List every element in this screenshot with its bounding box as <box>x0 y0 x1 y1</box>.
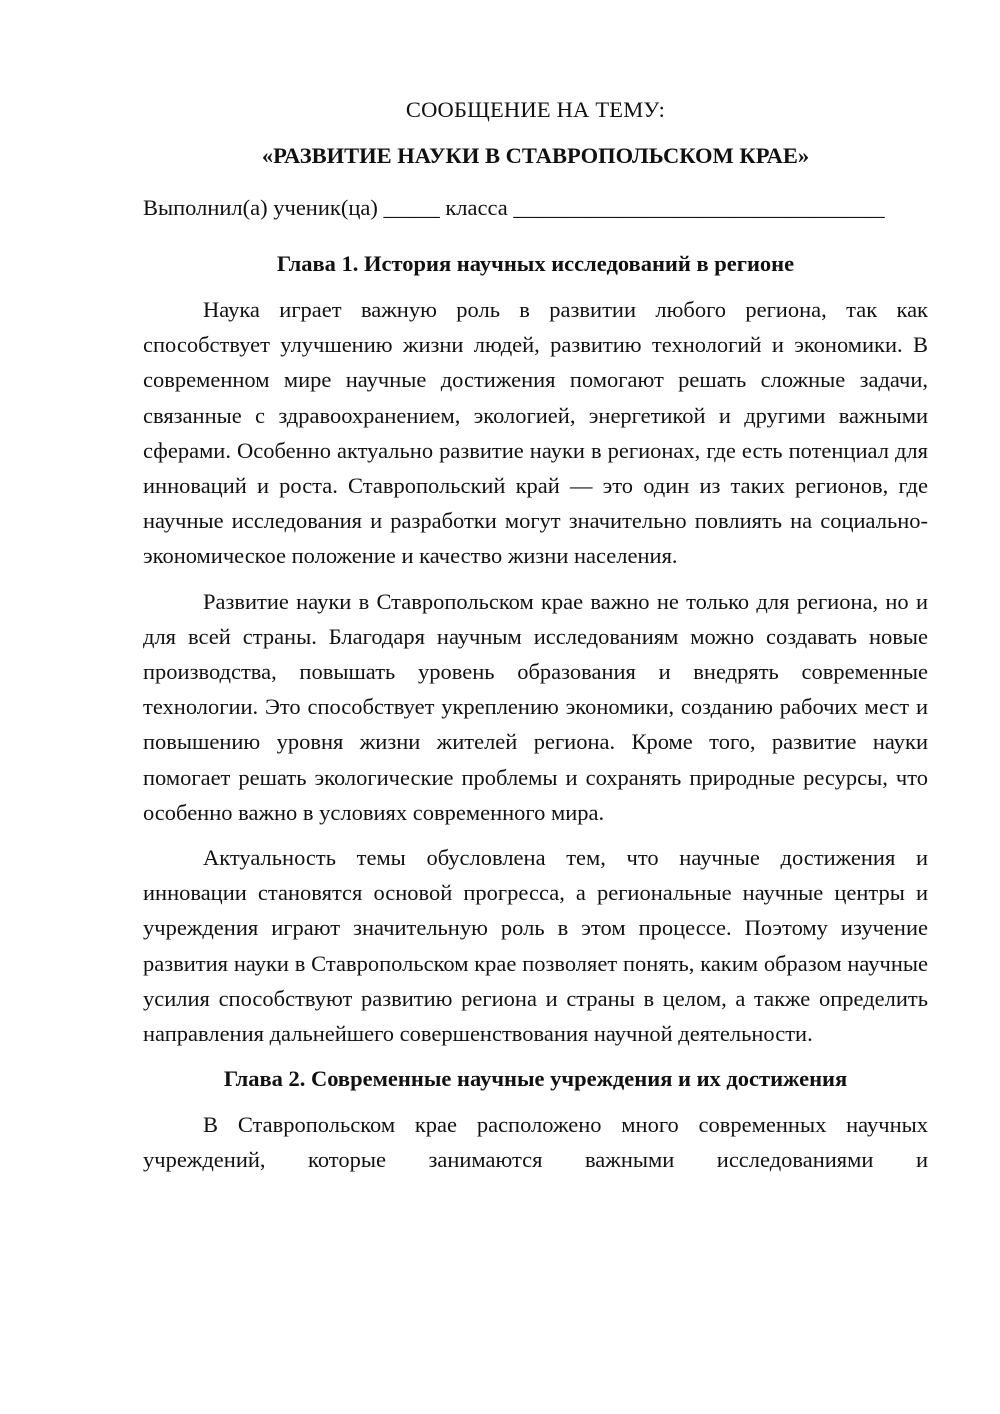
document-title-line-1: СООБЩЕНИЕ НА ТЕМУ: <box>405 97 666 122</box>
chapter-1-heading: Глава 1. История научных исследований в регионе <box>276 251 795 276</box>
chapter-1-paragraph-2: Развитие науки в Ставропольском крае важно не только для региона, но и для всей страны. Благодаря научным исследованиям можно создавать новые производства, повышать уровень образования и внедрять современные технологии. Это способствует укреплению экономики, созданию рабочих мест и повышению уровня жизни жителей региона. Кроме того, развитие науки помогает решать экологические проблемы и сохранять природные ресурсы, что особенно важно в условиях современного мира. <box>143 588 928 825</box>
chapter-2-heading: Глава 2. Современные научные учреждения и их достижения <box>223 1066 848 1092</box>
author-line: Выполнил(а) ученик(ца) _____ класса _________________________________ <box>143 195 885 220</box>
document-page <box>143 92 928 1178</box>
chapter-1-paragraph-3: Актуальность темы обусловлена тем, что научные достижения и инновации становятся основой прогресса, а региональные научные центры и учреждения играют значительную роль в этом процессе. Поэтому изучение развития науки в Ставропольском крае позволяет понять, каким образом научные усилия способствуют развитию региона и страны в целом, а также определить направления дальнейшего совершенствования научной деятельности. <box>143 845 928 1047</box>
document-title-line-2: «РАЗВИТИЕ НАУКИ В СТАВРОПОЛЬСКОМ КРАЕ» <box>261 143 810 168</box>
chapter-1-paragraph-1: Наука играет важную роль в развитии любого региона, так как способствует улучшению жизни людей, развитию технологий и экономики. В современном мире научные достижения помогают решать сложные задачи, связанные с здравоохранением, экологией, энергетикой и другими важными сферами. Особенно актуально развитие науки в регионах, где есть потенциал для инноваций и роста. Ставропольский край — это один из таких регионов, где научные исследования и разработки могут значительно повлиять на социально-экономическое положение и качество жизни населения. <box>143 297 928 569</box>
chapter-2-paragraph-1: В Ставропольском крае расположено много современных научных учреждений, которые занимаются важными исследованиями и <box>143 1112 928 1173</box>
